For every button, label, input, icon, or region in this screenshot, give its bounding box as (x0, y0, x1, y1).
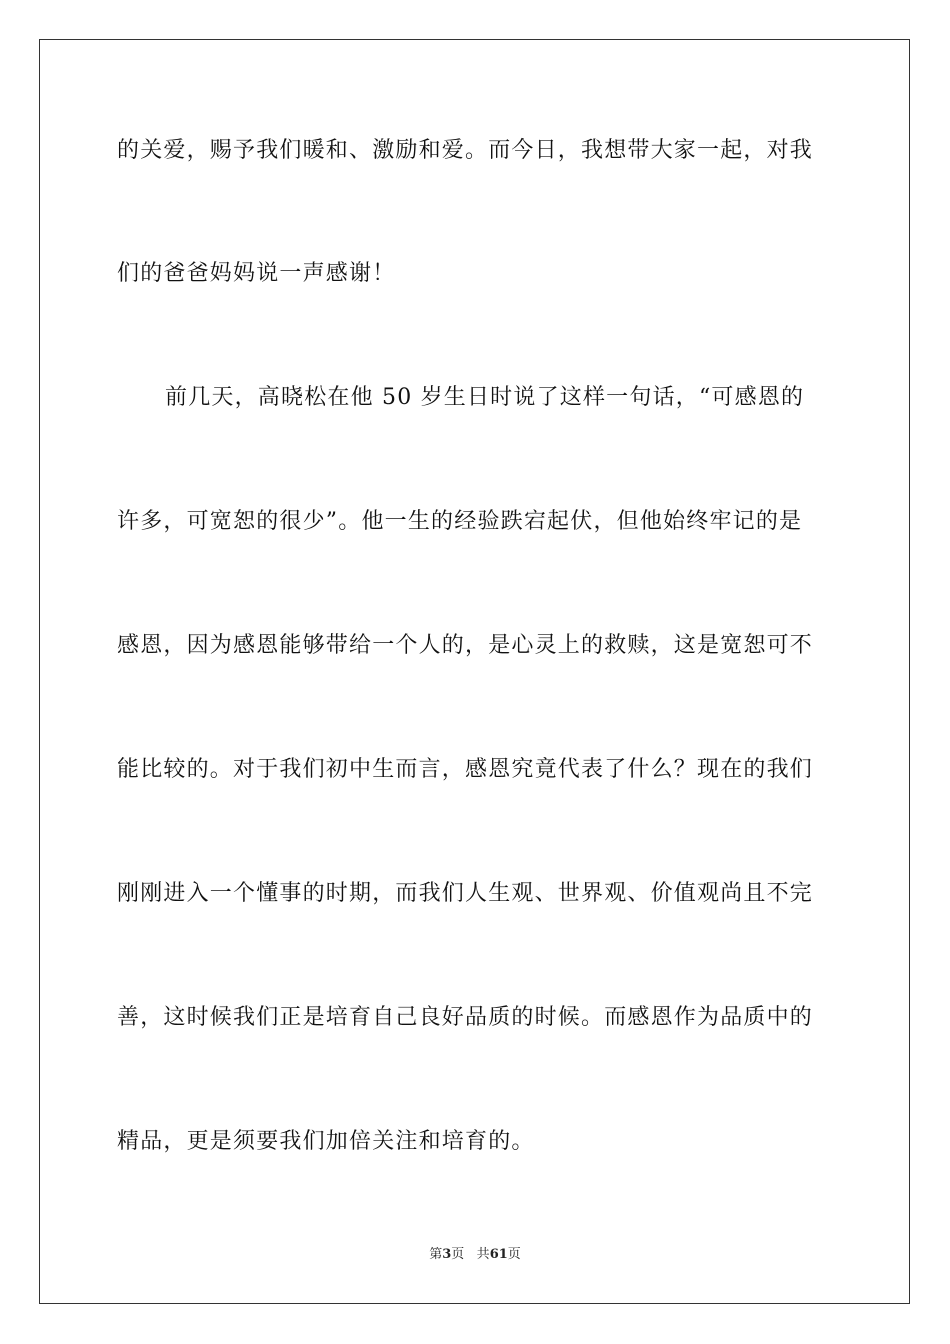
body-line-9: 精品，更是须要我们加倍关注和培育的。 (117, 1129, 535, 1154)
body-line-1: 的关爱，赐予我们暖和、激励和爱。而今日，我想带大家一起，对我 (117, 138, 814, 163)
footer-page-number: 3 (442, 1247, 452, 1262)
footer-total-suffix: 页 (507, 1247, 521, 1262)
body-line-6: 能比较的。对于我们初中生而言，感恩究竟代表了什么？现在的我们 (117, 757, 814, 782)
body-line-8: 善，这时候我们正是培育自己良好品质的时候。而感恩作为品质中的 (117, 1005, 814, 1030)
footer-total-pages: 61 (489, 1247, 508, 1262)
body-line-4: 许多，可宽恕的很少”。他一生的经验跌宕起伏，但他始终牢记的是 (117, 509, 803, 534)
body-line-5: 感恩，因为感恩能够带给一个人的，是心灵上的救赎，这是宽恕可不 (117, 633, 814, 658)
footer-page-suffix: 页 (451, 1247, 465, 1262)
footer-total-prefix: 共 (476, 1247, 490, 1262)
footer-page-prefix: 第 (429, 1247, 443, 1262)
body-line-2: 们的爸爸妈妈说一声感谢！ (117, 261, 396, 286)
page-footer (0, 1246, 950, 1264)
body-line-3-paragraph-start: 前几天，高晓松在他 50 岁生日时说了这样一句话，“可感恩的 (165, 385, 805, 410)
body-line-7: 刚刚进入一个懂事的时期，而我们人生观、世界观、价值观尚且不完 (117, 881, 814, 906)
page-border (39, 39, 910, 1304)
